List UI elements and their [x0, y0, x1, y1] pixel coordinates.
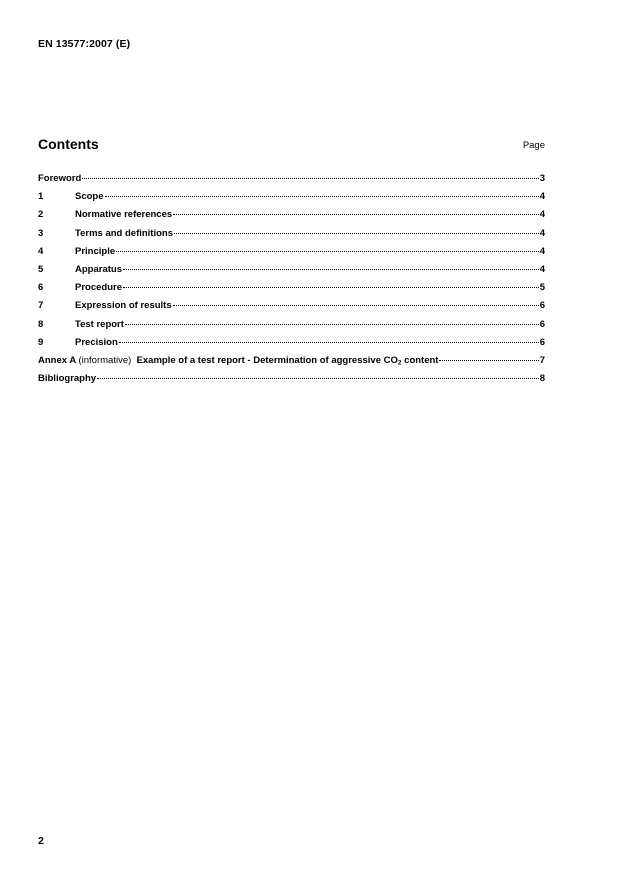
dot-leader: [125, 324, 539, 325]
dot-leader: [123, 287, 539, 288]
toc-entry-title: Scope: [75, 191, 104, 203]
toc-entry-title: Bibliography: [38, 373, 97, 385]
toc-entry-page: 4: [539, 245, 545, 257]
toc-entry-expression-of-results[interactable]: [38, 300, 545, 318]
toc-entry-title: Test report: [75, 318, 124, 330]
toc-entry-number: 2: [38, 209, 44, 221]
toc-entry-title: Terms and definitions: [75, 227, 174, 239]
toc-entry-title: Normative references: [75, 209, 173, 221]
dot-leader: [173, 214, 539, 215]
toc-entry-procedure[interactable]: [38, 282, 545, 300]
annex-title-subscript: 2: [397, 359, 402, 367]
toc-entry-page: 6: [539, 318, 545, 330]
dot-leader: [105, 196, 539, 197]
toc-entry-page: 8: [539, 373, 545, 385]
toc-entry-title: Procedure: [75, 282, 122, 294]
table-of-contents: [38, 173, 545, 391]
toc-entry-precision[interactable]: [38, 337, 545, 355]
annex-label: Annex A: [38, 354, 76, 366]
toc-entry-number: 8: [38, 318, 44, 330]
toc-entry-number: 3: [38, 227, 44, 239]
toc-entry-terms-and-definitions[interactable]: [38, 228, 545, 246]
toc-entry-page: 4: [539, 209, 545, 221]
toc-entry-number: 7: [38, 300, 44, 312]
toc-entry-page: 5: [539, 282, 545, 294]
toc-entry-title: Principle: [75, 245, 116, 257]
annex-title-tail: content: [401, 354, 439, 366]
toc-entry-title: Precision: [75, 336, 118, 348]
toc-entry-number: 1: [38, 191, 44, 203]
toc-entry-principle[interactable]: [38, 246, 545, 264]
dot-leader: [174, 233, 539, 234]
toc-entry-page: 4: [539, 227, 545, 239]
annex-title: Example of a test report - Determination of aggressive CO: [136, 354, 398, 366]
dot-leader: [123, 269, 539, 270]
toc-entry-page: 6: [539, 336, 545, 348]
document-id-header: EN 13577:2007 (E): [38, 38, 131, 50]
dot-leader: [439, 360, 538, 361]
toc-entry-test-report[interactable]: [38, 319, 545, 337]
annex-type: (informative): [78, 354, 132, 366]
toc-entry-title: [38, 355, 438, 366]
toc-entry-number: 9: [38, 336, 44, 348]
toc-entry-title: Apparatus: [75, 263, 122, 275]
contents-heading: Contents: [38, 136, 99, 152]
toc-entry-foreword[interactable]: [38, 173, 545, 191]
toc-entry-title: Expression of results: [75, 300, 172, 312]
toc-entry-annex-a[interactable]: [38, 355, 545, 373]
toc-entry-number: 5: [38, 263, 44, 275]
toc-entry-normative-references[interactable]: [38, 209, 545, 227]
dot-leader: [97, 378, 539, 379]
dot-leader: [82, 178, 538, 179]
dot-leader: [116, 251, 539, 252]
toc-entry-page: 4: [539, 263, 545, 275]
toc-entry-page: 6: [539, 300, 545, 312]
page-number-footer: 2: [38, 835, 44, 847]
toc-entry-page: 7: [539, 354, 545, 366]
page-column-label: Page: [522, 140, 545, 151]
toc-entry-number: 6: [38, 282, 44, 294]
toc-entry-title: Foreword: [38, 173, 82, 184]
toc-entry-scope[interactable]: [38, 191, 545, 209]
toc-entry-page: 3: [539, 173, 545, 184]
toc-entry-apparatus[interactable]: [38, 264, 545, 282]
toc-entry-number: 4: [38, 245, 44, 257]
dot-leader: [173, 305, 539, 306]
dot-leader: [119, 342, 539, 343]
toc-entry-page: 4: [539, 191, 545, 203]
toc-entry-bibliography[interactable]: [38, 373, 545, 391]
